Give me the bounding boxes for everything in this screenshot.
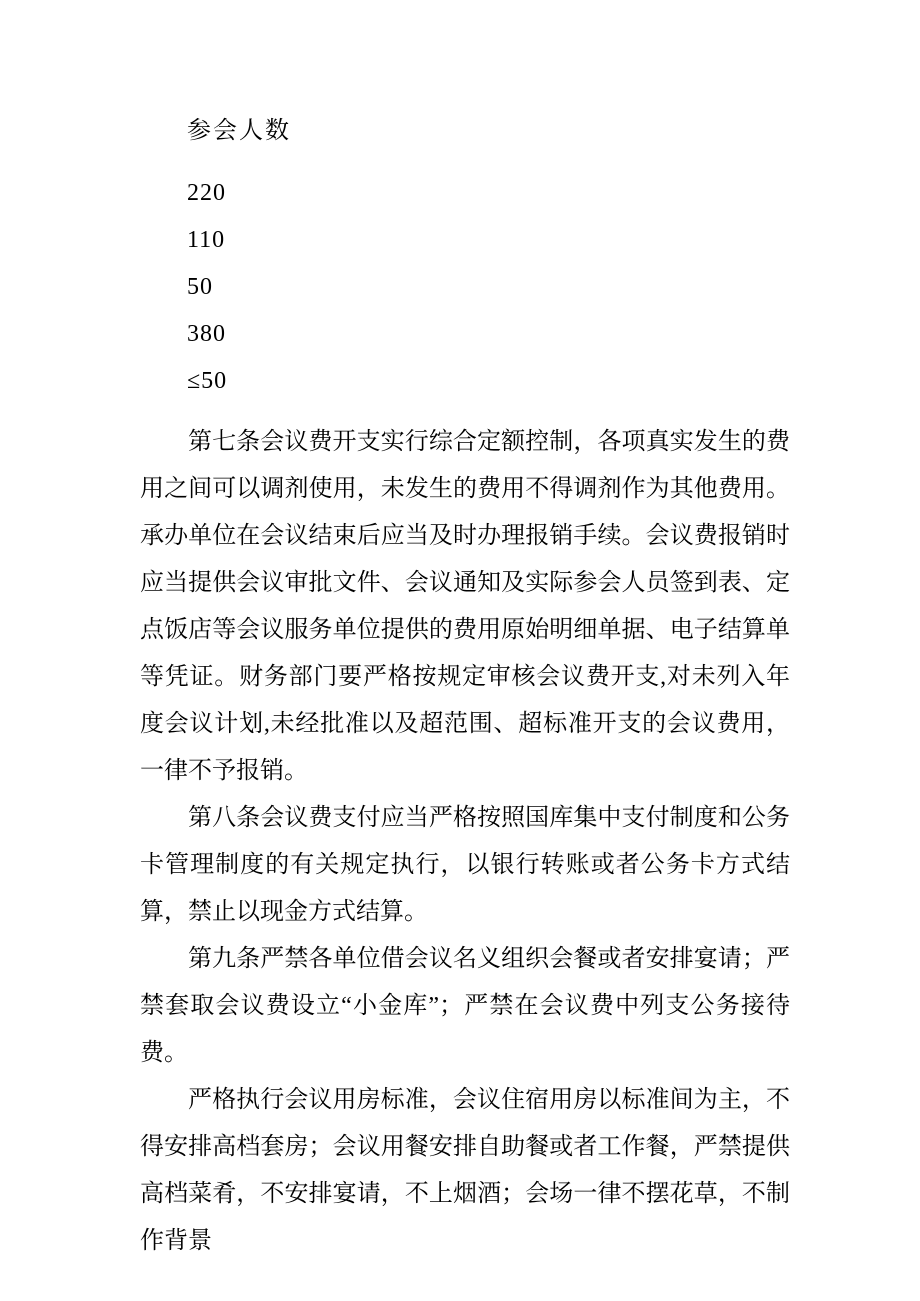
list-item: ≤50 [187, 368, 228, 394]
list-item: 220 [187, 180, 226, 206]
list-item: 380 [187, 321, 226, 347]
paragraph-article-7: 第七条会议费开支实行综合定额控制，各项真实发生的费用之间可以调剂使用，未发生的费用不得调剂作为其他费用。承办单位在会议结束后应当及时办理报销手续。会议费报销时应当提供会议审批文件、会议通知及实际参会人员签到表、定点饭店等会议服务单位提供的费用原始明细单据、电子结算单等凭证。财务部门要严格按规定审核会议费开支,对未列入年度会议计划,未经批准以及超范围、超标准开支的会议费用，一律不予报销。 [140, 429, 790, 784]
list-item: 50 [187, 274, 213, 300]
paragraph-article-9: 第九条严禁各单位借会议名义组织会餐或者安排宴请；严禁套取会议费设立“小金库”；严禁在会议费中列支公务接待费。 [140, 946, 790, 1066]
paragraph-article-8: 第八条会议费支付应当严格按照国库集中支付制度和公务卡管理制度的有关规定执行，以银行转账或者公务卡方式结算，禁止以现金方式结算。 [140, 805, 790, 925]
document-body [140, 419, 790, 1265]
list-header-participant-count: 参会人数 [187, 118, 291, 144]
paragraph-meeting-standards: 严格执行会议用房标准，会议住宿用房以标准间为主，不得安排高档套房；会议用餐安排自助餐或者工作餐，严禁提供高档菜肴，不安排宴请，不上烟酒；会场一律不摆花草，不制作背景 [140, 1087, 790, 1254]
list-item: 110 [187, 227, 226, 253]
participant-count-list [140, 108, 790, 405]
